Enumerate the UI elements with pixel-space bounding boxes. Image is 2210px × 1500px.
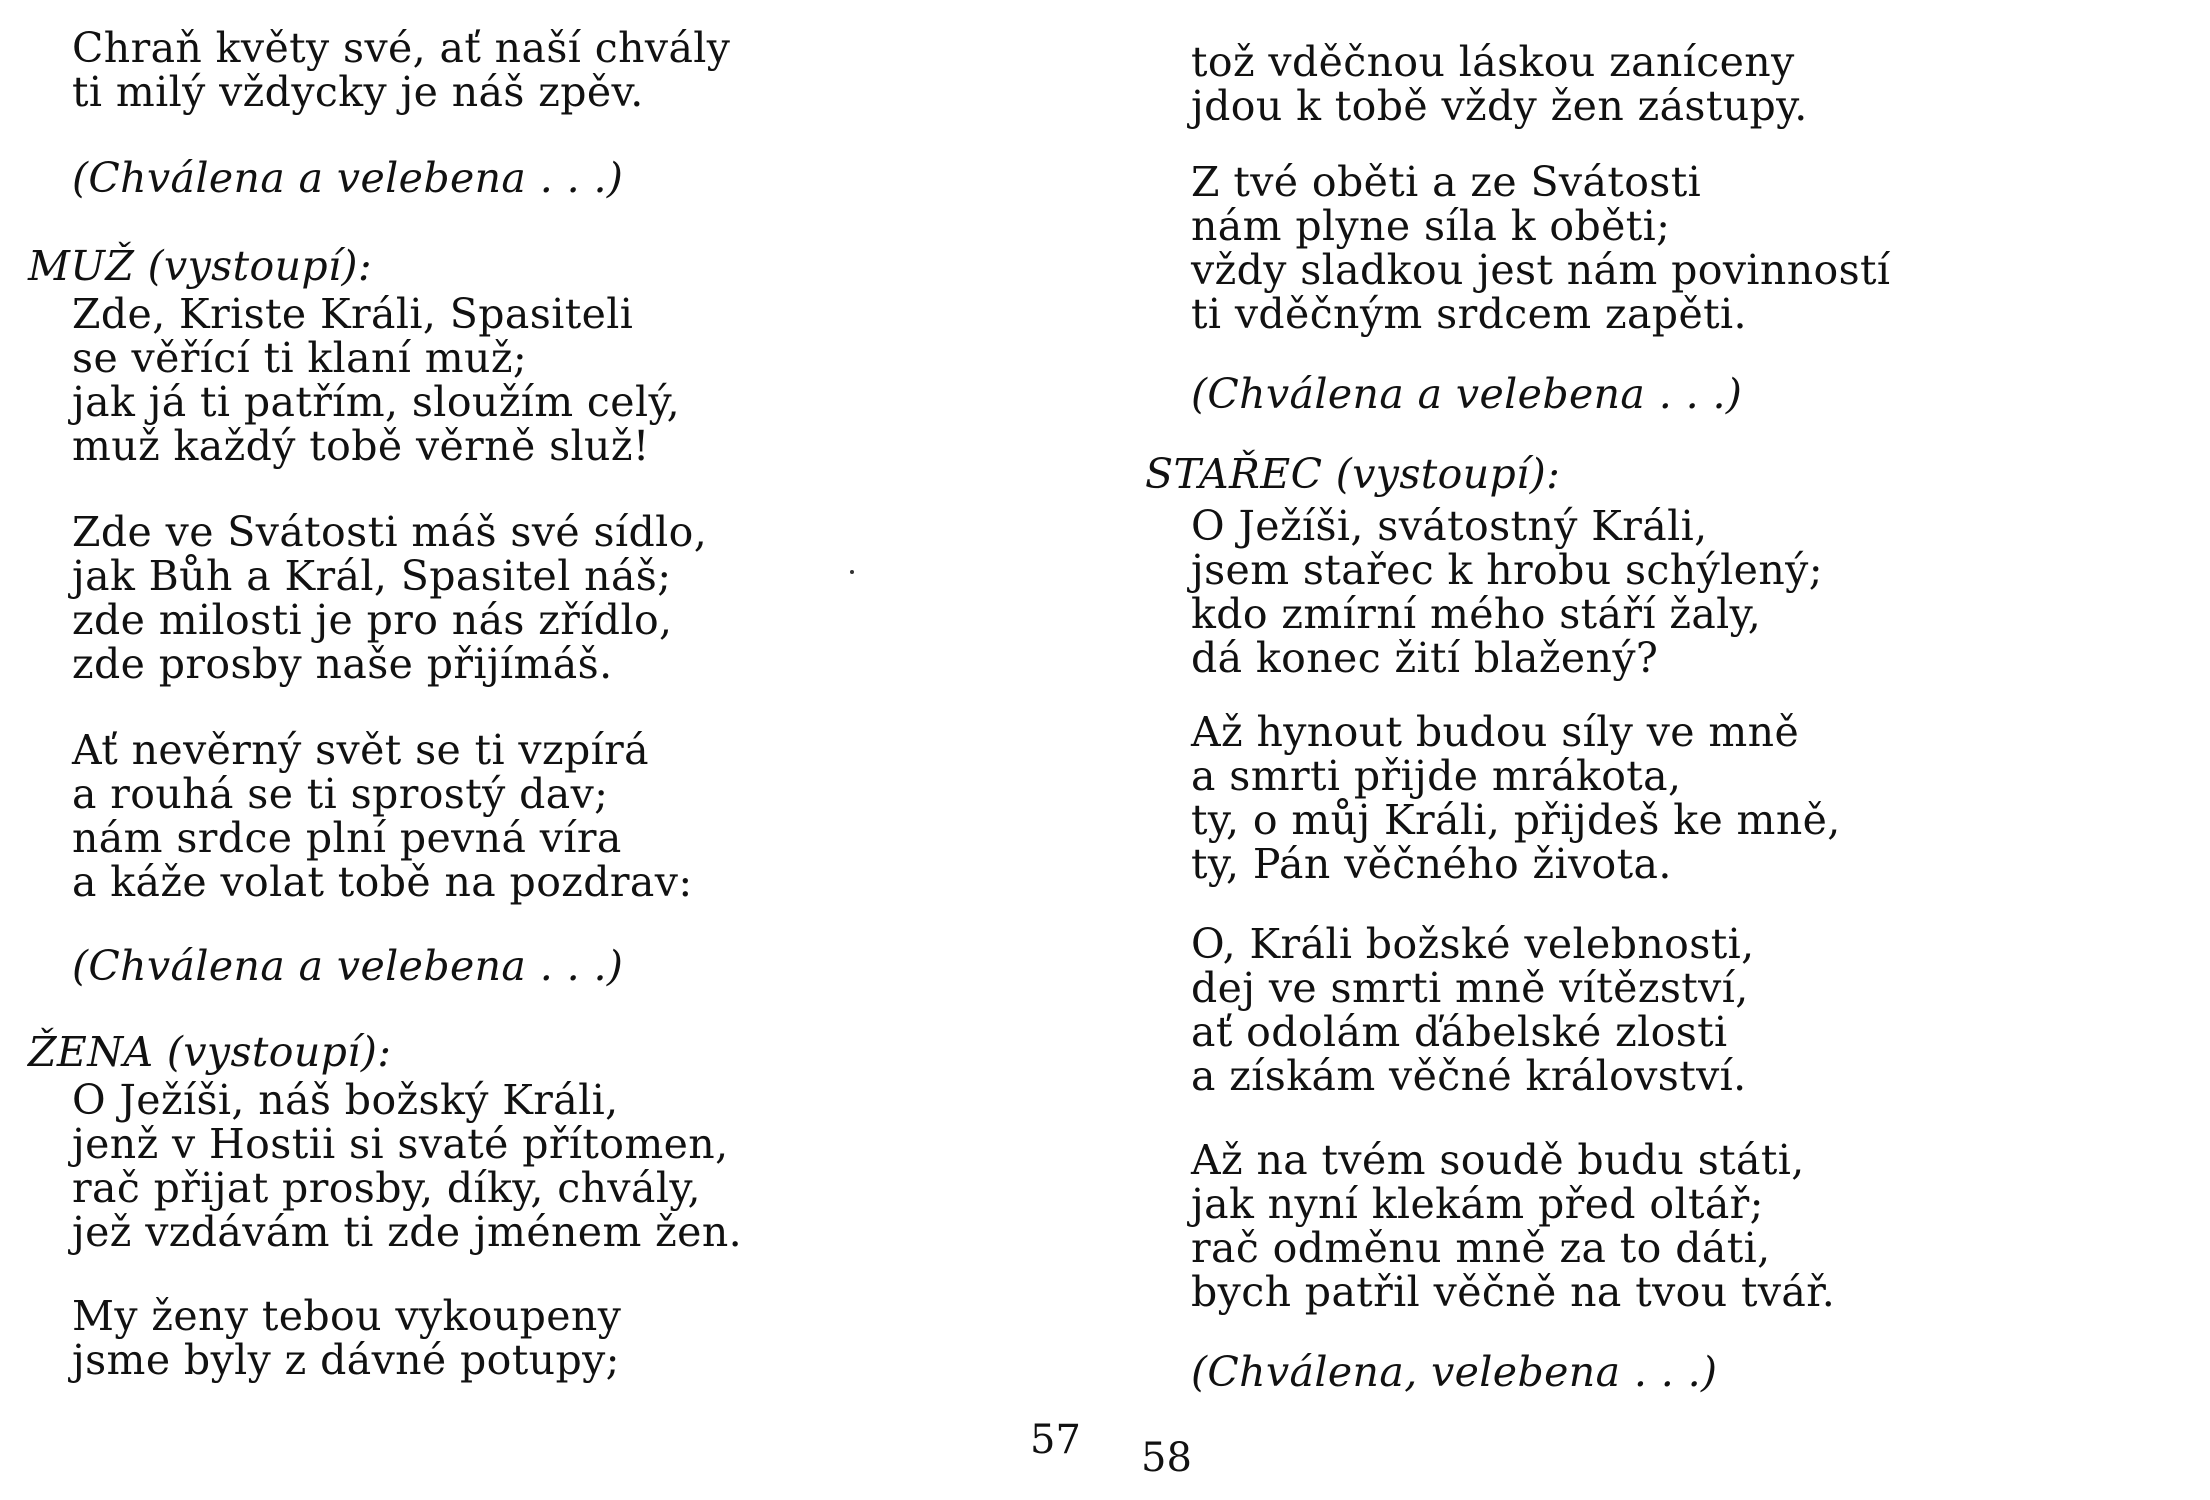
verse-line: dej ve smrti mně vítězství, <box>1191 964 1749 1012</box>
verse-line: rač odměnu mně za to dáti, <box>1191 1224 1771 1272</box>
page-number: 57 <box>1030 1417 1081 1463</box>
verse-line: Z tvé oběti a ze Svátosti <box>1191 158 1702 206</box>
verse-line: nám plyne síla k oběti; <box>1191 202 1671 250</box>
page-number: 58 <box>1141 1435 1192 1481</box>
verse-line: ať odolám ďábelské zlosti <box>1191 1008 1728 1056</box>
speaker-label: MUŽ (vystoupí): <box>28 242 373 290</box>
verse-line: se věřící ti klaní muž; <box>72 334 528 382</box>
verse-line: a získám věčné království. <box>1191 1052 1747 1100</box>
refrain: (Chválena a velebena . . .) <box>1191 370 1743 418</box>
refrain: (Chválena, velebena . . .) <box>1191 1348 1718 1396</box>
verse-line: Ať nevěrný svět se ti vzpírá <box>72 726 649 774</box>
verse-line: jenž v Hostii si svaté přítomen, <box>72 1120 729 1168</box>
verse-line: bych patřil věčně na tvou tvář. <box>1191 1268 1836 1316</box>
verse-line: jak já ti patřím, sloužím celý, <box>72 378 681 426</box>
verse-line: ti milý vždycky je náš zpěv. <box>72 68 644 116</box>
verse-line: zde milosti je pro nás zřídlo, <box>72 596 673 644</box>
verse-line: kdo zmírní mého stáří žaly, <box>1191 590 1762 638</box>
verse-line: jež vzdávám ti zde jménem žen. <box>72 1208 743 1256</box>
verse-line: O, Králi božské velebnosti, <box>1191 920 1755 968</box>
verse-line: rač přijat prosby, díky, chvály, <box>72 1164 701 1212</box>
speaker-label: STAŘEC (vystoupí): <box>1145 450 1561 498</box>
verse-line: ti vděčným srdcem zapěti. <box>1191 290 1747 338</box>
verse-line: O Ježíši, náš božský Králi, <box>72 1076 619 1124</box>
verse-line: nám srdce plní pevná víra <box>72 814 622 862</box>
verse-line: jdou k tobě vždy žen zástupy. <box>1191 82 1808 130</box>
verse-line: Až hynout budou síly ve mně <box>1191 708 1800 756</box>
verse-line: zde prosby naše přijímáš. <box>72 640 613 688</box>
verse-line: O Ježíši, svátostný Králi, <box>1191 502 1708 550</box>
verse-line: jak nyní klekám před oltář; <box>1191 1180 1764 1228</box>
verse-line: ty, Pán věčného života. <box>1191 840 1672 888</box>
print-speck <box>850 570 854 574</box>
refrain: (Chválena a velebena . . .) <box>72 942 624 990</box>
verse-line: tož vděčnou láskou zaníceny <box>1191 38 1795 86</box>
verse-line: jak Bůh a Král, Spasitel náš; <box>72 552 672 600</box>
verse-line: Zde ve Svátosti máš své sídlo, <box>72 508 708 556</box>
verse-line: ty, o můj Králi, přijdeš ke mně, <box>1191 796 1841 844</box>
refrain: (Chválena a velebena . . .) <box>72 154 624 202</box>
verse-line: My ženy tebou vykoupeny <box>72 1292 622 1340</box>
speaker-label: ŽENA (vystoupí): <box>28 1028 392 1076</box>
verse-line: dá konec žití blažený? <box>1191 634 1659 682</box>
verse-line: jsme byly z dávné potupy; <box>72 1336 620 1384</box>
verse-line: Zde, Kriste Králi, Spasiteli <box>72 290 634 338</box>
verse-line: Až na tvém soudě budu státi, <box>1191 1136 1805 1184</box>
verse-line: jsem stařec k hrobu schýlený; <box>1191 546 1823 594</box>
verse-line: a káže volat tobě na pozdrav: <box>72 858 693 906</box>
right-page <box>1105 0 2210 1500</box>
verse-line: a rouhá se ti sprostý dav; <box>72 770 609 818</box>
verse-line: a smrti přijde mrákota, <box>1191 752 1682 800</box>
verse-line: Chraň květy své, ať naší chvály <box>72 24 731 72</box>
verse-line: muž každý tobě věrně služ! <box>72 422 650 470</box>
verse-line: vždy sladkou jest nám povinností <box>1191 246 1891 294</box>
